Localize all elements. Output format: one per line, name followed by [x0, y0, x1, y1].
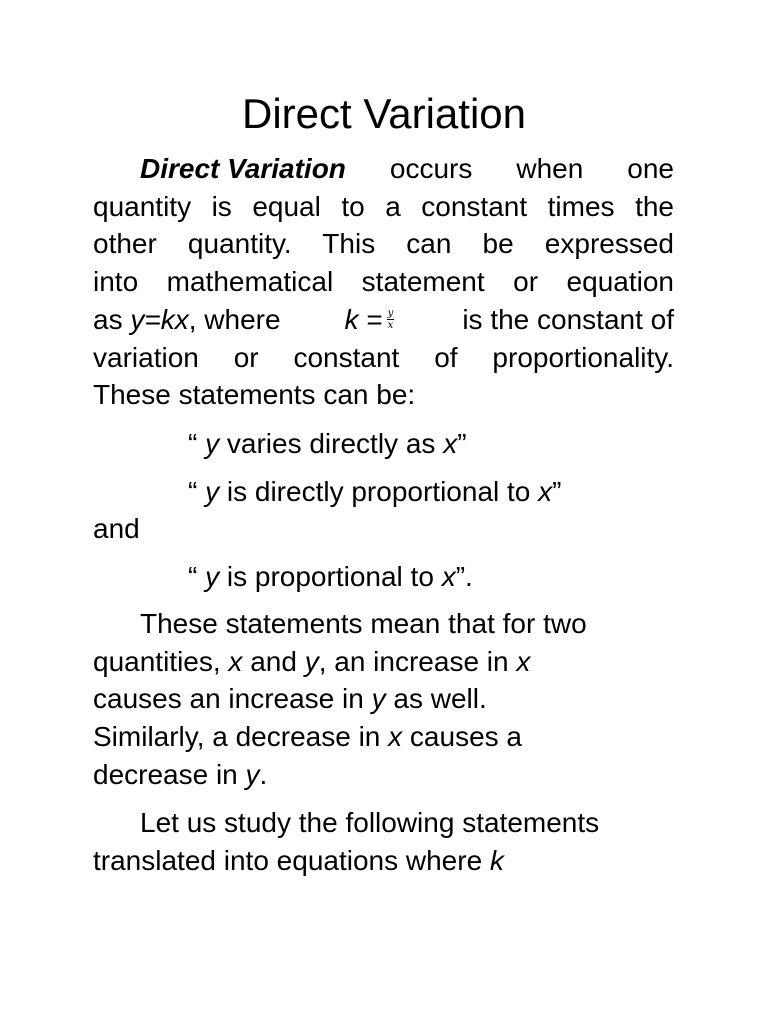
close-quote: ”.: [455, 561, 473, 592]
var-x: x: [228, 645, 243, 677]
definition-line-3: other quantity. This can be expressed: [93, 228, 674, 260]
definition-line-1: [93, 150, 674, 188]
close-quote: ”: [457, 428, 467, 459]
definition-line-6: variation or constant of proportionality.: [93, 341, 674, 373]
meaning-line-1: These statements mean that for two: [140, 608, 587, 639]
definition-line-7: These statements can be:: [93, 379, 416, 411]
var-x: x: [388, 721, 403, 753]
var-y: y: [304, 645, 319, 677]
text: translated into equations where: [93, 844, 490, 876]
meaning-line-4: [93, 718, 674, 756]
meaning-line-5: [93, 756, 674, 794]
text: Similarly, a decrease in: [93, 721, 389, 753]
var-y: y: [245, 758, 260, 790]
open-quote: “: [188, 428, 206, 459]
meaning-paragraph: [93, 605, 674, 794]
text: .: [259, 758, 268, 790]
var-x: x: [538, 476, 553, 507]
text: , an increase in: [318, 645, 517, 677]
statement-text: is proportional to: [219, 561, 442, 592]
word: one: [627, 153, 674, 184]
statement-text: varies directly as: [219, 428, 444, 459]
definition-line-2: quantity is equal to a constant times the: [93, 190, 674, 222]
open-quote: “: [188, 476, 206, 507]
var-x: x: [516, 645, 531, 677]
defined-term: Direct Variation: [140, 153, 346, 184]
text: and: [242, 645, 305, 677]
var-x: x: [441, 561, 456, 592]
statement-1: [188, 425, 467, 463]
equals-sign: =: [366, 303, 383, 335]
close-quote: ”: [552, 476, 562, 507]
word: , where: [188, 303, 281, 335]
constant-k: k: [344, 303, 359, 335]
words: is the constant of: [462, 303, 674, 335]
study-paragraph: [93, 804, 674, 879]
statement-text: is directly proportional to: [219, 476, 539, 507]
text: causes a: [402, 721, 523, 753]
word: as: [93, 303, 123, 335]
word: occurs: [389, 153, 473, 184]
page-title: Direct Variation: [242, 90, 526, 137]
text: quantities,: [93, 645, 229, 677]
and-connector: and: [93, 513, 140, 544]
var-y: y: [371, 683, 386, 715]
var-x: x: [443, 428, 458, 459]
open-quote: “: [188, 561, 206, 592]
meaning-line-2: [93, 643, 674, 681]
definition-line-5: [93, 301, 674, 339]
text: decrease in: [93, 758, 246, 790]
study-line-2: [93, 842, 674, 880]
definition-line-4: into mathematical statement or equation: [93, 266, 674, 298]
meaning-line-3: [93, 680, 674, 718]
var-y: y: [205, 428, 220, 459]
study-line-1: Let us study the following statements: [140, 807, 600, 838]
constant-k: k: [489, 844, 504, 876]
equation: y=kx: [130, 303, 189, 335]
fraction-y-over-x: [387, 308, 395, 331]
fraction-denominator: x: [387, 319, 394, 331]
fraction-numerator: y: [387, 307, 394, 319]
word: when: [516, 153, 584, 184]
statement-3: [188, 558, 473, 596]
statement-2: [188, 473, 561, 511]
text: as well.: [385, 683, 487, 715]
text: causes an increase in: [93, 683, 372, 715]
var-y: y: [205, 561, 220, 592]
definition-paragraph: [93, 150, 674, 414]
var-y: y: [205, 476, 220, 507]
